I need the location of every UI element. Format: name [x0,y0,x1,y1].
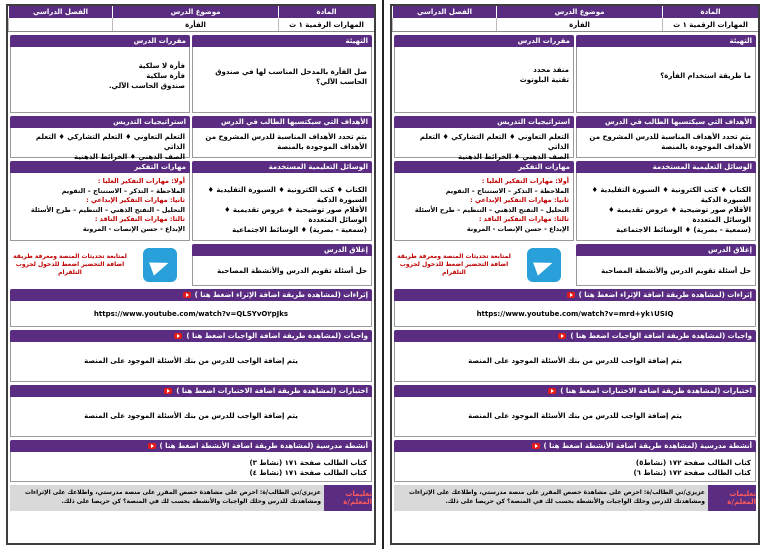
thinking-level-2: ثانيا: مهارات التفكير الإبداعي : [86,196,185,204]
materials-box [10,35,190,113]
enrich-header[interactable] [10,289,372,301]
values-row [8,18,374,32]
intro-title: التهيئة [576,35,756,47]
teacher-notes [394,485,756,511]
enrich-link[interactable]: https://www.youtube.com/watch?v=mrd+yk١USIQ [394,301,756,327]
aids-box [576,161,756,241]
header-semester: الفصل الدراسي [8,6,112,18]
materials-box [394,35,574,113]
goals-box [576,116,756,158]
strategies-text: التعلم التعاوني ♦ التعلم التشاركي ♦ التعلم الذاتي الصف الذهني ♦ الخرائط الذهنية [394,128,574,158]
header-subject: المادة [662,6,758,18]
close-text: حل أسئلة تقويم الدرس والأنشطة المصاحبة [576,256,756,286]
youtube-icon[interactable] [548,388,556,394]
homework-text: يتم إضافة الواجب للدرس من بنك الأسئلة الموجود على المنصة [10,342,372,382]
thinking-level-1: أولا: مهارات التفكير العليا : [97,177,185,185]
close-box [576,244,756,286]
aids-text: الكتاب ♦ كتب الكترونية ♦ السبورة التقليدية ♦ السبورة الذكية الأقلام صور توضيحية ♦ عروض تقديمية ♦ الوسائل المتعددة (سمعية - بصرية) ♦ الوسائط الاجتماعية [192,173,372,241]
tests-header[interactable] [10,385,372,397]
thinking-level-1: أولا: مهارات التفكير العليا : [481,177,569,185]
close-title: إغلاق الدرس [192,244,372,256]
activities-header[interactable] [394,440,756,452]
aids-text: الكتاب ♦ كتب الكترونية ♦ السبورة التقليدية ♦ السبورة الذكية الأقلام صور توضيحية ♦ عروض تقديمية ♦ الوسائل المتعددة (سمعية - بصرية) ♦ الوسائط الاجتماعية [576,173,756,241]
header-semester: الفصل الدراسي [392,6,496,18]
enrich-title[interactable]: إثراءات (لمشاهدة طريقة اضافة الإثراء اضغط هنا ) [194,291,368,299]
notes-label: تعليمات المعلم/ة [708,485,756,511]
strategies-box [10,116,190,161]
thinking-text-1: الملاحظة – التذكر – الاستنتاج – التقويم [445,186,569,195]
notes-text: عزيزي/تي الطالب/ة: احرص على مشاهدة حصص المقرر على منصة مدرستي، واطلاعك على الإثراءات ومشاهدتك للدرس وحلك الواجبات والأنشطة بحسب لك في المنصة؟ كن حريصا على ذلك. [394,485,708,511]
homework-section [10,330,372,382]
goals-title: الأهداف التي سيكتسبها الطالب في الدرس [576,116,756,128]
close-box [192,244,372,286]
telegram-icon[interactable] [143,248,177,282]
strategies-title: استراتيجيات التدريس [10,116,190,128]
notes-text: عزيزي/تي الطالب/ة: احرص على مشاهدة حصص المقرر على منصة مدرستي، واطلاعك على الإثراءات ومشاهدتك للدرس وحلك الواجبات والأنشطة بحسب لك في المنصة؟ كن حريصا على ذلك. [10,485,324,511]
header-topic: موضوع الدرس [496,6,662,18]
enrich-title[interactable]: إثراءات (لمشاهدة طريقة اضافة الإثراء اضغط هنا ) [578,291,752,299]
homework-text: يتم إضافة الواجب للدرس من بنك الأسئلة الموجود على المنصة [394,342,756,382]
telegram-icon-wrap [130,246,190,284]
strategies-text: التعلم التعاوني ♦ التعلم التشاركي ♦ التعلم الذاتي الصف الذهني ♦ الخرائط الذهنية [10,128,190,158]
header-subject: المادة [278,6,374,18]
thinking-body [10,173,190,241]
enrich-header[interactable] [394,289,756,301]
topic-value: الفأرة [496,18,662,31]
thinking-title: مهارات التفكير [10,161,190,173]
goals-text: بتم تحدد الأهداف المناسبة للدرس المشروح من الأهداف الموجودة بالمنصة [576,128,756,158]
youtube-icon[interactable] [174,333,182,339]
tests-text: يتم إضافة الواجب للدرس من بنك الأسئلة الموجود على المنصة [10,397,372,437]
semester-value [8,18,112,31]
activities-header[interactable] [10,440,372,452]
tests-section [10,385,372,437]
telegram-box[interactable] [394,244,574,286]
telegram-icon-wrap [514,246,574,284]
thinking-text-2: التحليل – التفتح الذهني – التنظيم – طرح الأسئلة [30,205,185,214]
thinking-body [394,173,574,241]
activities-text: كتاب الطالب صفحة ١٧٢ (نشاط٥) كتاب الطالب صفحة ١٧٢ (نشاط ٦) [394,452,756,482]
thinking-text-3: الإبداع - حسن الإنصات - المرونة [82,224,185,233]
materials-title: مقررات الدرس [394,35,574,47]
telegram-icon[interactable] [527,248,561,282]
thinking-text-1: الملاحظة – التذكر – الاستنتاج – التقويم [61,186,185,195]
goals-title: الأهداف التي سيكتسبها الطالب في الدرس [192,116,372,128]
thinking-level-3: ثالثا: مهارات التفكير الناقد : [478,215,569,223]
header-row [8,6,374,18]
values-row [392,18,758,32]
thinking-level-2: ثانيا: مهارات التفكير الإبداعي : [470,196,569,204]
youtube-icon[interactable] [567,292,575,298]
homework-header[interactable] [394,330,756,342]
subject-value: المهارات الرقمية ١ ث [662,18,758,31]
materials-title: مقررات الدرس [10,35,190,47]
activities-text: كتاب الطالب صفحة ١٧١ (نشاط ٣) كتاب الطالب صفحة ١٧١ (نشاط ٤) [10,452,372,482]
homework-title[interactable]: واجبات (لمشاهدة طريقة اضافة الواجبات اضغط هنا ) [570,332,752,340]
page-divider [382,0,384,549]
thinking-box [10,161,190,241]
semester-value [392,18,496,31]
youtube-icon[interactable] [164,388,172,394]
youtube-icon[interactable] [148,443,156,449]
youtube-icon[interactable] [532,443,540,449]
enrich-section [394,289,756,327]
intro-text: ما طريقة استخدام الفأرة؟ [576,47,756,113]
lesson-page-right [390,4,760,545]
header-topic: موضوع الدرس [112,6,278,18]
thinking-text-3: الإبداع - حسن الإنصات - المرونة [466,224,569,233]
close-title: إغلاق الدرس [576,244,756,256]
homework-header[interactable] [10,330,372,342]
lesson-page-left [6,4,376,545]
intro-title: التهيئة [192,35,372,47]
activities-title[interactable]: أنشطة مدرسية (لمشاهدة طريقة اضافة الأنشطة اضغط هنا ) [543,442,752,450]
thinking-text-2: التحليل – التفتح الذهني – التنظيم – طرح الأسئلة [414,205,569,214]
tests-header[interactable] [394,385,756,397]
activities-section [394,440,756,482]
topic-value: الفأرة [112,18,278,31]
tests-title[interactable]: اختبارات (لمشاهدة طريقة اضافة الاختبارات اضغط هنا ) [176,387,368,395]
header-row [392,6,758,18]
homework-title[interactable]: واجبات (لمشاهدة طريقة اضافة الواجبات اضغط هنا ) [186,332,368,340]
thinking-level-3: ثالثا: مهارات التفكير الناقد : [94,215,185,223]
telegram-box[interactable] [10,244,190,286]
enrich-section [10,289,372,327]
telegram-text[interactable]: لمتابعة تحديثات المنصة ومعرفة طريقة اضافة التحضير اضغط للدخول لجروب التلقرام [397,253,511,276]
close-text: حل أسئلة تقويم الدرس والأنشطة المصاحبة [192,256,372,286]
goals-box [192,116,372,158]
materials-text: فأرة لا سلكية فأرة سلكية صندوق الحاسب الآلي. [10,47,190,113]
materials-text: منفذ محدد تقنية البلوتوث [394,47,574,113]
tests-section [394,385,756,437]
intro-box [192,35,372,113]
strategies-box [394,116,574,161]
teacher-notes [10,485,372,511]
intro-box [576,35,756,113]
homework-section [394,330,756,382]
telegram-text[interactable]: لمتابعة تحديثات المنصة ومعرفة طريقة اضافة التحضير اضغط للدخول لجروب التلقرام [13,253,127,276]
strategies-title: استراتيجيات التدريس [394,116,574,128]
thinking-title: مهارات التفكير [394,161,574,173]
activities-title[interactable]: أنشطة مدرسية (لمشاهدة طريقة اضافة الأنشطة اضغط هنا ) [159,442,368,450]
enrich-link[interactable]: https://www.youtube.com/watch?v=QLSYvO٢pJks [10,301,372,327]
aids-box [192,161,372,241]
tests-text: يتم إضافة الواجب للدرس من بنك الأسئلة الموجود على المنصة [394,397,756,437]
intro-text: صل الفأرة بالمدخل المناسب لها في صندوق الحاسب الآلي؟ [192,47,372,113]
subject-value: المهارات الرقمية ١ ث [278,18,374,31]
aids-title: الوسائل التعليمية المستخدمة [576,161,756,173]
activities-section [10,440,372,482]
youtube-icon[interactable] [558,333,566,339]
thinking-box [394,161,574,241]
goals-text: بتم تحدد الأهداف المناسبة للدرس المشروح من الأهداف الموجودة بالمنصة [192,128,372,158]
aids-title: الوسائل التعليمية المستخدمة [192,161,372,173]
youtube-icon[interactable] [183,292,191,298]
tests-title[interactable]: اختبارات (لمشاهدة طريقة اضافة الاختبارات اضغط هنا ) [560,387,752,395]
notes-label: تعليمات المعلم/ة [324,485,372,511]
